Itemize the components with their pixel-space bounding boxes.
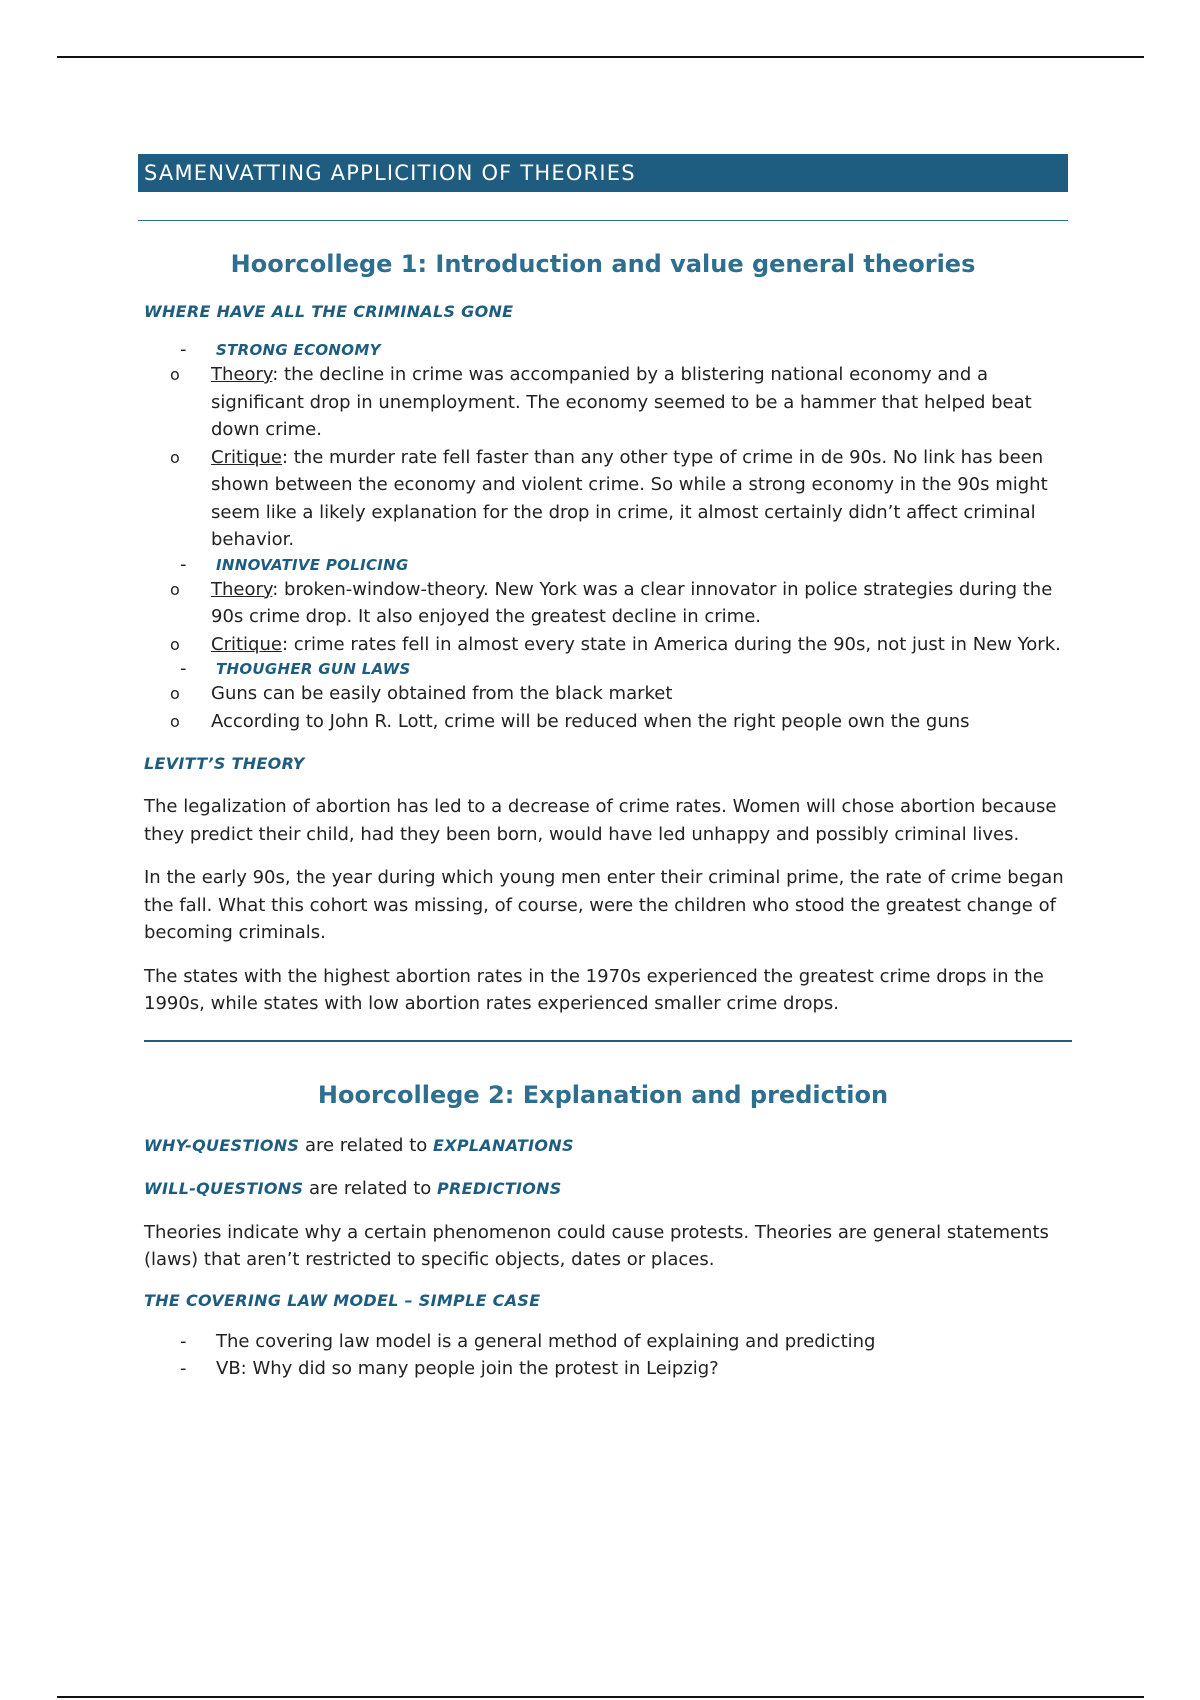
- page-bottom-rule: [57, 1696, 1144, 1698]
- lecture-1-title: Hoorcollege 1: Introduction and value general theories: [230, 250, 976, 278]
- sub-item: o According to John R. Lott, crime will be reduced when the right people own the guns: [138, 708, 1068, 736]
- page-top-rule: [57, 56, 1144, 58]
- criminals-gone-list: [138, 339, 1068, 735]
- term-label: Critique: [211, 446, 282, 468]
- list-item-strong-economy: [138, 339, 1068, 554]
- why-questions-line: WHY-QUESTIONS are related to EXPLANATIONS: [144, 1134, 574, 1156]
- sub-item: o Critique: crime rates fell in almost every state in America during the 90s, not just in New York.: [138, 631, 1068, 659]
- list-item-innovative-policing: [138, 554, 1068, 659]
- paragraph: The states with the highest abortion rates in the 1970s experienced the greatest crime drops in the 1990s, while states with low abortion rates experienced smaller crime drops.: [144, 965, 1044, 1014]
- document-content: [138, 154, 1068, 1383]
- item-heading: - THOUGHER GUN LAWS: [216, 660, 411, 678]
- covering-law-list: [138, 1328, 1068, 1383]
- section-heading-levitt: LEVITT’S THEORY: [144, 754, 305, 773]
- term-label: Theory: [211, 364, 273, 385]
- sub-item: o Theory: broken-window-theory. New York was a clear innovator in police strategies during the 90s crime drop. It also enjoyed the greatest decline in crime.: [138, 576, 1068, 631]
- banner-divider: [138, 220, 1068, 221]
- will-questions-line: WILL-QUESTIONS are related to PREDICTIONS: [144, 1178, 562, 1199]
- item-heading: - INNOVATIVE POLICING: [216, 555, 409, 574]
- sub-item: o Guns can be easily obtained from the black market: [138, 680, 1068, 708]
- sub-item: o Theory: the decline in crime was accompanied by a blistering national economy and a significant drop in unemployment. The economy seemed to be a hammer that helped beat down crime.: [138, 361, 1068, 444]
- term-label: Critique: [211, 633, 282, 655]
- list-item-gun-laws: [138, 658, 1068, 735]
- document-title-banner: SAMENVATTING APPLICITION OF THEORIES: [138, 154, 1068, 192]
- paragraph: Theories indicate why a certain phenomenon could cause protests. Theories are general statements (laws) that aren’t restricted to specific objects, dates or places.: [144, 1221, 1049, 1270]
- lecture-2-title: Hoorcollege 2: Explanation and prediction: [317, 1080, 889, 1109]
- paragraph: In the early 90s, the year during which young men enter their criminal prime, the rate of crime began the fall. What this cohort was missing, of course, were the children who stood the greatest change of becoming criminals.: [144, 867, 1064, 943]
- paragraph: The legalization of abortion has led to a decrease of crime rates. Women will chose abortion because they predict their child, had they been born, would have led unhappy and possibly criminal lives.: [144, 796, 1057, 845]
- sub-item: o Critique: the murder rate fell faster than any other type of crime in de 90s. No link has been shown between the economy and violent crime. So while a strong economy in the 90s might seem like a likely explanation for the drop in crime, it almost certainly didn’t affect criminal behavior.: [138, 444, 1068, 554]
- section-heading-criminals-gone: WHERE HAVE ALL THE CRIMINALS GONE: [144, 302, 514, 321]
- list-item: - VB: Why did so many people join the protest in Leipzig?: [138, 1355, 1068, 1383]
- section-divider: [144, 1040, 1072, 1042]
- item-heading: - STRONG ECONOMY: [216, 341, 381, 359]
- section-heading-covering-law: THE COVERING LAW MODEL – SIMPLE CASE: [144, 1290, 541, 1310]
- term-label: Theory: [211, 578, 273, 600]
- list-item: - The covering law model is a general method of explaining and predicting: [138, 1328, 1068, 1356]
